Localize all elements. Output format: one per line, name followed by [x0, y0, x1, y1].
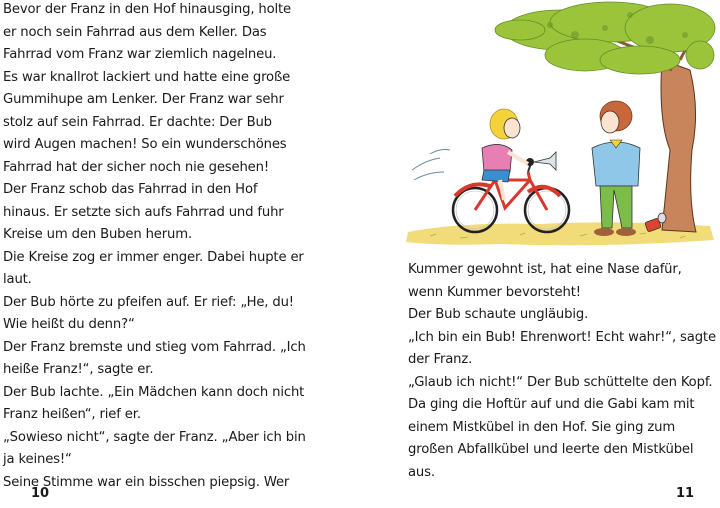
text-line: er noch sein Fahrrad aus dem Keller. Das — [3, 24, 267, 40]
text-line: stolz auf sein Fahrrad. Er dachte: Der Bub — [3, 114, 272, 130]
page-number-left: 10 — [31, 486, 50, 501]
text-line: Kreise um den Buben herum. — [3, 227, 192, 242]
text-line: Der Bub hörte zu pfeifen auf. Er rief: „He, du! — [3, 294, 294, 310]
story-illustration — [400, 0, 720, 255]
right-page — [360, 0, 720, 508]
text-line: Da ging die Hoftür auf und die Gabi kam mit — [408, 397, 695, 412]
text-line: Franz heißen“, rief er. — [3, 407, 141, 422]
text-line: wenn Kummer bevorsteht! — [408, 284, 581, 300]
text-line: „Ich bin ein Bub! Ehrenwort! Echt wahr!“, sagte — [408, 329, 716, 345]
motion-lines — [412, 150, 450, 181]
text-line: Der Franz bremste und stieg vom Fahrrad. „Ich — [3, 339, 306, 355]
text-line: Der Bub lachte. „Ein Mädchen kann doch nicht — [3, 384, 305, 400]
text-line: „Sowieso nicht“, sagte der Franz. „Aber ich bin — [3, 429, 306, 445]
text-line: Gummihupe am Lenker. Der Franz war sehr — [3, 92, 284, 107]
text-line: der Franz. — [408, 352, 473, 367]
text-line: ja keines!“ — [3, 452, 72, 467]
text-line: „Glaub ich nicht!“ Der Bub schüttelte den Kopf. — [408, 374, 713, 390]
text-line: Es war knallrot lackiert und hatte eine große — [3, 69, 291, 85]
text-line: aus. — [408, 464, 435, 480]
text-line: Seine Stimme war ein bisschen piepsig. Wer — [3, 474, 290, 490]
text-line: Kummer gewohnt ist, hat eine Nase dafür, — [408, 262, 682, 277]
text-line: wird Augen machen! So ein wunderschönes — [3, 137, 287, 152]
text-line: laut. — [3, 272, 32, 287]
text-line: hinaus. Er setzte sich aufs Fahrrad und fuhr — [3, 204, 284, 220]
text-line: großen Abfallkübel und leerte den Mistkübel — [408, 442, 694, 457]
left-page-text — [3, 0, 306, 494]
text-line: heiße Franz!“, sagte er. — [3, 362, 154, 377]
text-line: Der Bub schaute ungläubig. — [408, 307, 589, 322]
text-line: Wie heißt du denn?“ — [3, 317, 135, 332]
text-line: Fahrrad vom Franz war ziemlich nagelneu. — [3, 47, 277, 62]
text-line: Bevor der Franz in den Hof hinausging, holte — [3, 2, 292, 17]
text-line: Die Kreise zog er immer enger. Dabei hupte er — [3, 249, 304, 265]
text-line: einem Mistkübel in den Hof. Sie ging zum — [408, 419, 676, 435]
boy-standing — [592, 101, 640, 236]
text-line: Fahrrad hat der sicher noch nie gesehen! — [3, 159, 269, 175]
page-number-right: 11 — [676, 486, 695, 501]
text-line: Der Franz schob das Fahrrad in den Hof — [3, 182, 258, 197]
right-page-text — [408, 259, 716, 484]
